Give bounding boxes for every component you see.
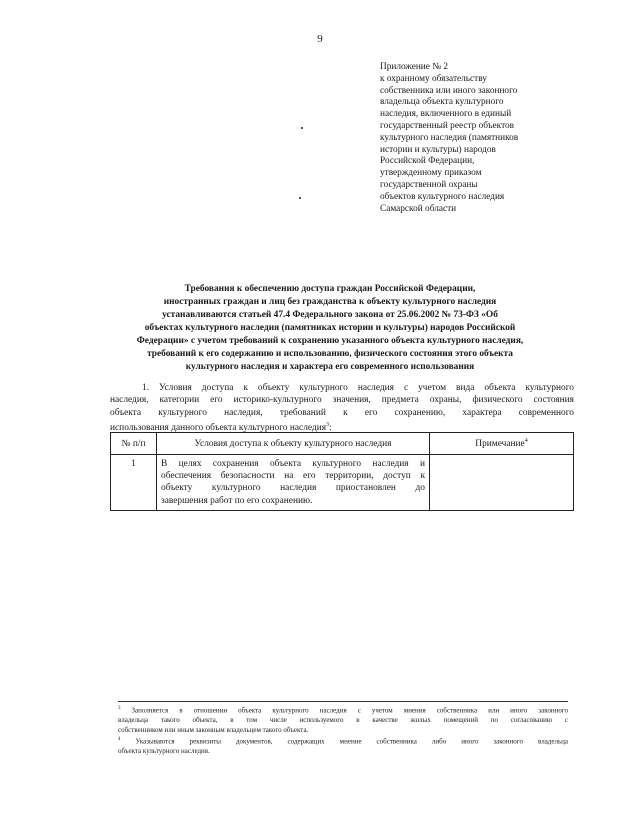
- table-row: [111, 455, 574, 511]
- heading-line: иностранных граждан и лиц без гражданства к объекту культурного наследия: [163, 297, 497, 307]
- scan-speck: [299, 197, 301, 199]
- appendix-line: культурного наследия (памятников: [380, 132, 519, 143]
- heading-line: требований к его содержанию и использованию, физического состояния этого объекта: [147, 349, 513, 359]
- appendix-line: Приложение № 2: [380, 62, 449, 72]
- appendix-line: государственный реестр объектов: [380, 120, 515, 131]
- row-note: [430, 455, 574, 511]
- scan-speck: [301, 127, 303, 129]
- footnote-ref: 3: [326, 422, 330, 429]
- footnote-line: собственником или иным законным владельцем такого объекта.: [118, 725, 309, 734]
- column-header-number: № п/п: [111, 433, 157, 455]
- appendix-line: наследия, включенного в единый: [380, 109, 512, 120]
- condition-line: объекту культурного наследия приостановлен до: [161, 483, 425, 494]
- heading-line: культурного наследия и характера его современного использования: [185, 362, 475, 372]
- column-header-note: [430, 433, 574, 455]
- paragraph-line: наследия, категории его историко-культурного значения, предмета охраны, физического состояния: [110, 395, 574, 406]
- paragraph-line: объекта культурного наследия, требований к его сохранению, характера современного: [110, 407, 574, 418]
- condition-line: обеспечения безопасности на его территории, доступ к: [161, 471, 425, 482]
- appendix-line: объектов культурного наследия: [380, 191, 505, 202]
- footnote: [118, 735, 568, 757]
- condition-line: В целях сохранения объекта культурного наследия и: [161, 459, 425, 469]
- appendix-line: владельца объекта культурного: [380, 97, 504, 108]
- appendix-line: утвержденному приказом: [380, 168, 482, 179]
- access-conditions-table: [110, 432, 574, 511]
- row-condition: [157, 455, 430, 511]
- appendix-line: Российской Федерации,: [380, 156, 475, 167]
- footnotes: [118, 704, 568, 757]
- footnote: [118, 704, 568, 735]
- section-heading: [95, 283, 565, 374]
- paragraph-line: использования данного объекта культурного наследия: [110, 423, 327, 434]
- appendix-line: Самарской области: [380, 203, 457, 214]
- footnote-text: Указываются реквизиты документов, содержащих мнение собственника либо иного законного владельца: [135, 737, 569, 746]
- paragraph-line: 1. Условия доступа к объекту культурного наследия с учетом вида объекта культурного: [142, 383, 574, 393]
- footnote-marker: 4: [118, 737, 121, 743]
- condition-line: завершения работ по его сохранению.: [161, 495, 313, 506]
- footnote-divider: [118, 701, 568, 702]
- footnote-line: [118, 735, 568, 747]
- footnote-line: владельца такого объекта, в том числе используемого в качестве жилых помещений по согласованию с: [118, 715, 568, 724]
- heading-line: Федерации» с учетом требований к сохранению указанного объекта культурного наследия,: [136, 336, 524, 346]
- footnote-line: [118, 704, 568, 716]
- access-conditions-paragraph: [110, 382, 574, 435]
- heading-line: объектах культурного наследия (памятниках истории и культуры) народов Российской: [144, 323, 516, 333]
- footnote-line: объекта культурного наследия.: [118, 747, 210, 756]
- table-header-row: [111, 433, 574, 455]
- appendix-line: истории и культуры) народов: [380, 144, 496, 155]
- footnote-marker: 3: [118, 706, 121, 711]
- column-header-condition: Условия доступа к объекту культурного наследия: [157, 433, 430, 455]
- paragraph-end: :: [329, 423, 332, 434]
- appendix-note: [380, 62, 580, 215]
- footnote-text: Заполняется в отношении объекта культурного наследия с учетом мнения собственника или иного законного: [131, 706, 569, 715]
- appendix-line: к охранному обязательству: [380, 73, 487, 84]
- footnote-ref: 4: [524, 437, 528, 444]
- appendix-line: государственной охраны: [380, 179, 478, 190]
- column-header-note-label: Примечание: [475, 439, 525, 450]
- appendix-line: собственника или иного законного: [380, 85, 518, 96]
- row-number: 1: [111, 455, 157, 511]
- heading-line: Требования к обеспечению доступа граждан Российской Федерации,: [184, 284, 476, 294]
- heading-line: устанавливаются статьей 47.4 Федерального закона от 25.06.2002 № 73-ФЗ «Об: [162, 310, 498, 320]
- page-number: 9: [317, 33, 323, 45]
